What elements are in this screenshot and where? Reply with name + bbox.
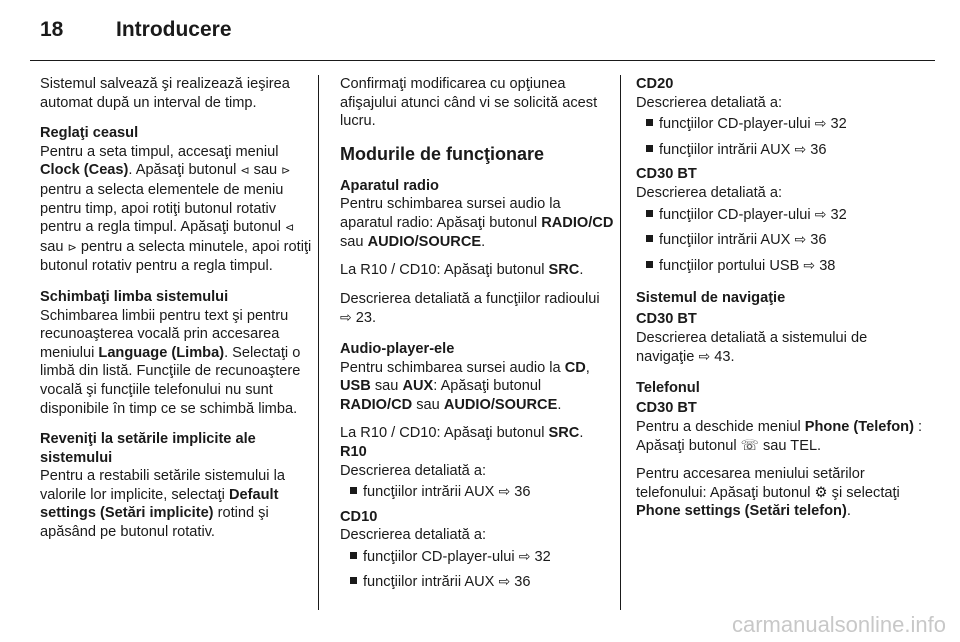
language-heading: Schimbaţi limba sistemului — [40, 288, 229, 305]
column-3 — [636, 75, 926, 533]
r10-heading: R10 — [340, 443, 367, 460]
reference-arrow-icon: ⇨ — [498, 483, 511, 500]
bullet-square-icon — [350, 487, 357, 494]
navigation-paragraph: Descrierea detaliată a sistemului de navigaţie ⇨ 43. — [636, 329, 868, 366]
clock-menu-label: Clock (Ceas) — [40, 162, 129, 179]
r10-desc: Descrierea detaliată a: — [340, 462, 487, 479]
column-divider-2 — [620, 75, 621, 610]
bullet-square-icon — [646, 210, 653, 217]
reference-arrow-icon: ⇨ — [794, 140, 807, 157]
list-item: funcţiilor CD-player-ului ⇨ 32 — [636, 205, 926, 225]
page-header — [40, 18, 920, 48]
phone-icon: ☏ — [740, 437, 759, 454]
list-item: funcţiilor intrării AUX ⇨ 36 — [340, 572, 615, 592]
bullet-square-icon — [646, 261, 653, 268]
chapter-title: Introducere — [116, 18, 232, 41]
reference-arrow-icon: ⇨ — [340, 309, 352, 326]
cd20-desc: Descrierea detaliată a: — [636, 94, 783, 111]
navigation-heading: Sistemul de navigaţie — [636, 290, 786, 307]
page-number: 18 — [40, 18, 64, 41]
header-rule — [30, 60, 935, 61]
navigation-subheading: CD30 BT — [636, 310, 697, 327]
bullet-square-icon — [646, 145, 653, 152]
list-item: funcţiilor intrării AUX ⇨ 36 — [636, 140, 926, 160]
reset-menu-label: Default settings (Setări implicite) — [40, 486, 279, 522]
confirm-paragraph: Confirmaţi modificarea cu opţiunea afişajului atunci când vi se solicită acest lucru. — [340, 76, 598, 130]
reset-paragraph: Pentru a restabili setările sistemului la valorile lor implicite, selectaţi Default settings (Setări implicite) rotind şi apăsând pe butonul rotativ. — [40, 468, 285, 541]
clock-paragraph: Pentru a seta timpul, accesaţi meniul Clock (Ceas). Apăsaţi butonul ⊲ sau ⊳ pentru a selecta elementele de meniu pentru timp, apoi rotiţi butonul rotativ pentru a regla timpul. Apăsaţi butonul ⊲ sau ⊳ pentru a selecta minutele, apoi rotiţi butonul rotativ pentru a regla timpul. — [40, 143, 312, 275]
reference-arrow-icon: ⇨ — [498, 573, 511, 590]
intro-paragraph: Sistemul salvează şi realizează ieşirea automat după un interval de timp. — [40, 76, 290, 111]
cd10-heading: CD10 — [340, 508, 378, 525]
cd30-desc: Descrierea detaliată a: — [636, 184, 783, 201]
list-item: funcţiilor CD-player-ului ⇨ 32 — [340, 547, 615, 567]
list-item: funcţiilor portului USB ⇨ 38 — [636, 256, 926, 276]
list-item: funcţiilor intrării AUX ⇨ 36 — [340, 482, 615, 502]
list-item: funcţiilor intrării AUX ⇨ 36 — [636, 230, 926, 250]
phone-menu-label: Phone (Telefon) — [804, 418, 914, 435]
language-menu-label: Language (Limba) — [98, 344, 225, 361]
settings-icon: ⚙ — [814, 484, 828, 501]
bullet-square-icon — [646, 119, 653, 126]
reference-arrow-icon: ⇨ — [698, 348, 711, 365]
right-triangle-icon: ⊳ — [281, 165, 291, 178]
radio-r10-paragraph: La R10 / CD10: Apăsaţi butonul SRC. — [340, 262, 584, 279]
phone-heading: Telefonul — [636, 379, 700, 396]
left-triangle-icon: ⊲ — [240, 165, 250, 178]
modes-heading: Modurile de funcţionare — [340, 143, 545, 164]
phone-settings-paragraph: Pentru accesarea meniului setărilor telefonului: Apăsaţi butonul ⚙ şi selectaţi Phone settings (Setări telefon). — [636, 466, 900, 520]
column-1 — [40, 75, 312, 554]
right-triangle-icon: ⊳ — [67, 241, 77, 254]
language-paragraph: Schimbarea limbii pentru text şi pentru recunoaşterea vocală prin accesarea meniului Language (Limba). Selectaţi o limbă din listă. Funcţiile de recunoaştere vocală şi funcţiile telefonului nu sunt disponibile în timp ce se schimbă limba. — [40, 307, 301, 417]
audio-heading: Audio-player-ele — [340, 340, 455, 357]
phone-settings-label: Phone settings (Setări telefon) — [636, 503, 847, 520]
cd10-desc: Descrierea detaliată a: — [340, 527, 487, 544]
cd30-heading: CD30 BT — [636, 166, 697, 183]
phone-paragraph: Pentru a deschide meniul Phone (Telefon) : Apăsaţi butonul ☏ sau TEL. — [636, 418, 923, 454]
radio-heading: Aparatul radio — [340, 177, 439, 194]
reference-arrow-icon: ⇨ — [794, 231, 807, 248]
phone-subheading: CD30 BT — [636, 400, 697, 417]
radio-desc-paragraph: Descrierea detaliată a funcţiilor radioului ⇨ 23. — [340, 290, 600, 327]
audio-r10-paragraph: La R10 / CD10: Apăsaţi butonul SRC. — [340, 425, 584, 442]
bullet-square-icon — [350, 577, 357, 584]
reference-arrow-icon: ⇨ — [814, 205, 827, 222]
column-divider-1 — [318, 75, 319, 610]
audio-paragraph: Pentru schimbarea sursei audio la CD, USB sau AUX: Apăsaţi butonul RADIO/CD sau AUDIO/SOURCE. — [340, 359, 590, 413]
reference-arrow-icon: ⇨ — [518, 547, 531, 564]
bullet-square-icon — [646, 235, 653, 242]
cd20-heading: CD20 — [636, 76, 674, 92]
left-triangle-icon: ⊲ — [285, 222, 295, 235]
bullet-square-icon — [350, 552, 357, 559]
list-item: funcţiilor CD-player-ului ⇨ 32 — [636, 114, 926, 134]
radio-paragraph: Pentru schimbarea sursei audio la aparatul radio: Apăsaţi butonul RADIO/CD sau AUDIO/SOURCE. — [340, 196, 614, 250]
reference-arrow-icon: ⇨ — [814, 115, 827, 132]
clock-heading: Reglaţi ceasul — [40, 125, 139, 142]
watermark: carmanualsonline.info — [731, 612, 946, 637]
reference-arrow-icon: ⇨ — [803, 256, 816, 273]
reset-heading: Reveniţi la setările implicite ale sistemului — [40, 431, 256, 466]
column-2 — [340, 75, 615, 598]
